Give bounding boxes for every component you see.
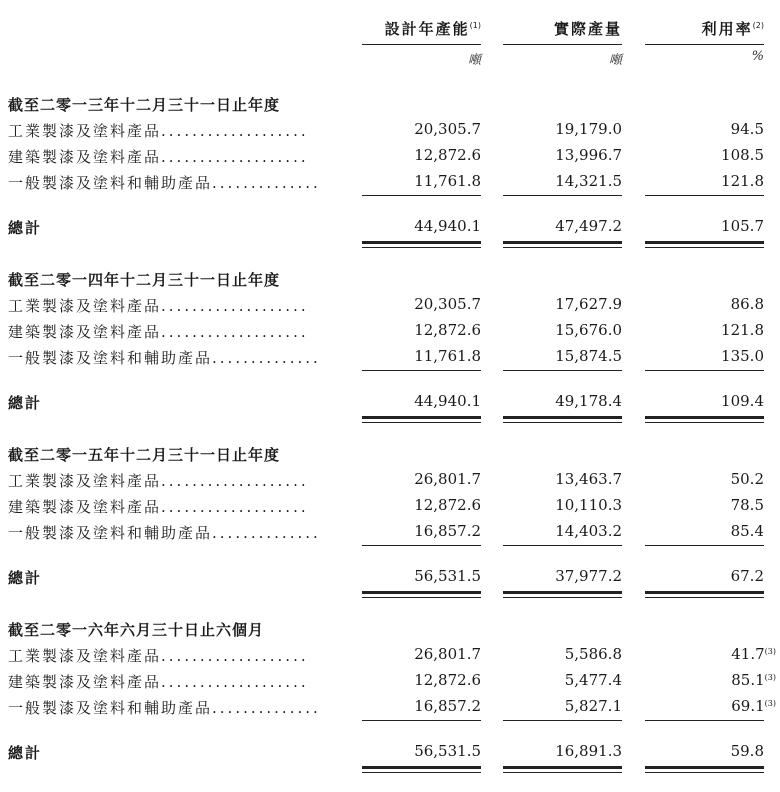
- product-category: 建築製漆及塗料產品: [8, 148, 162, 166]
- cell-value: 16,857.2: [414, 697, 481, 715]
- total-double-rule-top: [362, 416, 481, 419]
- column-header-design-capacity: [362, 18, 481, 44]
- total-double-rule-bottom: [645, 772, 764, 773]
- subtotal-rule: [362, 370, 481, 371]
- dot-leader: ...................: [161, 297, 309, 315]
- dot-leader: ..............: [212, 349, 321, 367]
- product-category: 工業製漆及塗料產品: [8, 647, 162, 665]
- cell-value: 11,761.8: [414, 347, 481, 365]
- total-double-rule-bottom: [645, 247, 764, 248]
- product-category: 建築製漆及塗料產品: [8, 673, 162, 691]
- column-header-label: 實際產量: [553, 20, 622, 38]
- row-label: [8, 295, 358, 316]
- cell-capacity: [362, 120, 481, 138]
- dot-leader: ...................: [161, 498, 309, 516]
- cell-rate: [645, 697, 776, 715]
- row-label: [8, 470, 358, 491]
- cell-value: 17,627.9: [555, 295, 622, 313]
- total-label: 總計: [8, 219, 43, 237]
- cell-value: 12,872.6: [414, 146, 481, 164]
- cell-capacity: [362, 645, 481, 663]
- cell-value: 5,586.8: [564, 645, 622, 663]
- subtotal-rule: [362, 545, 481, 546]
- cell-rate: [645, 522, 764, 540]
- total-double-rule-top: [645, 241, 764, 244]
- subtotal-rule: [503, 545, 622, 546]
- total-output: 16,891.3: [555, 742, 622, 760]
- cell-value: 121.8: [721, 321, 764, 339]
- cell-rate: [645, 671, 776, 689]
- total-double-rule-top: [645, 591, 764, 594]
- cell-value: 10,110.3: [555, 496, 622, 514]
- product-category: 工業製漆及塗料產品: [8, 297, 162, 315]
- cell-value: 135.0: [721, 347, 764, 365]
- cell-value: 12,872.6: [414, 671, 481, 689]
- cell-value: 13,996.7: [555, 146, 622, 164]
- cell-capacity: [362, 496, 481, 514]
- total-double-rule-top: [362, 766, 481, 769]
- cell-value: 26,801.7: [414, 470, 481, 488]
- cell-value: 5,827.1: [564, 697, 622, 715]
- cell-capacity: [362, 172, 481, 190]
- cell-value: 12,872.6: [414, 496, 481, 514]
- total-double-rule-top: [362, 591, 481, 594]
- row-label: [8, 671, 358, 692]
- dot-leader: ..............: [212, 174, 321, 192]
- dot-leader: ...................: [161, 148, 309, 166]
- total-double-rule-bottom: [503, 422, 622, 423]
- cell-value: 20,305.7: [414, 295, 481, 313]
- cell-rate: [645, 347, 764, 365]
- cell-value: 69.1: [731, 697, 765, 715]
- dot-leader: ...................: [161, 472, 309, 490]
- cell-output: [503, 470, 622, 488]
- total-double-rule-bottom: [645, 422, 764, 423]
- cell-value: 50.2: [730, 470, 764, 488]
- total-rate: 105.7: [721, 217, 764, 235]
- cell-capacity: [362, 146, 481, 164]
- cell-output: [503, 697, 622, 715]
- product-category: 建築製漆及塗料產品: [8, 498, 162, 516]
- unit-label: 噸: [467, 53, 481, 68]
- row-label: [8, 172, 358, 193]
- column-header-actual-output: [503, 18, 622, 44]
- cell-value: 26,801.7: [414, 645, 481, 663]
- unit-label: 噸: [608, 53, 622, 68]
- cell-output: [503, 295, 622, 313]
- subtotal-rule: [645, 195, 764, 196]
- cell-value: 19,179.0: [555, 120, 622, 138]
- cell-value: 12,872.6: [414, 321, 481, 339]
- product-category: 工業製漆及塗料產品: [8, 472, 162, 490]
- cell-value: 15,874.5: [555, 347, 622, 365]
- row-label: [8, 146, 358, 167]
- dot-leader: ...................: [161, 673, 309, 691]
- dot-leader: ...................: [161, 122, 309, 140]
- total-double-rule-bottom: [362, 247, 481, 248]
- total-double-rule-bottom: [362, 422, 481, 423]
- total-double-rule-bottom: [503, 597, 622, 598]
- cell-output: [503, 120, 622, 138]
- cell-output: [503, 321, 622, 339]
- section-title: 截至二零一六年六月三十日止六個月: [8, 621, 265, 639]
- product-category: 一般製漆及塗料和輔助產品: [8, 174, 213, 192]
- dot-leader: ..............: [212, 699, 321, 717]
- column-header-utilization-rate: [645, 18, 764, 44]
- cell-capacity: [362, 671, 481, 689]
- total-double-rule-bottom: [503, 247, 622, 248]
- total-label: 總計: [8, 744, 43, 762]
- row-label: [8, 496, 358, 517]
- cell-capacity: [362, 347, 481, 365]
- section-title: 截至二零一五年十二月三十一日止年度: [8, 446, 281, 464]
- section-title: 截至二零一四年十二月三十一日止年度: [8, 271, 281, 289]
- total-double-rule-bottom: [362, 597, 481, 598]
- total-double-rule-top: [645, 766, 764, 769]
- total-double-rule-bottom: [503, 772, 622, 773]
- product-category: 工業製漆及塗料產品: [8, 122, 162, 140]
- cell-value: 85.4: [730, 522, 764, 540]
- cell-rate: [645, 295, 764, 313]
- product-category: 建築製漆及塗料產品: [8, 323, 162, 341]
- row-label: [8, 321, 358, 342]
- row-label: [8, 347, 358, 368]
- total-double-rule-top: [362, 241, 481, 244]
- cell-value: 78.5: [730, 496, 764, 514]
- cell-rate: [645, 321, 764, 339]
- cell-value: 94.5: [730, 120, 764, 138]
- product-category: 一般製漆及塗料和輔助產品: [8, 349, 213, 367]
- total-double-rule-bottom: [362, 772, 481, 773]
- cell-value: 20,305.7: [414, 120, 481, 138]
- total-double-rule-bottom: [645, 597, 764, 598]
- cell-value: 121.8: [721, 172, 764, 190]
- cell-output: [503, 522, 622, 540]
- column-header-label: 設計年產能: [384, 20, 470, 38]
- cell-rate: [645, 496, 764, 514]
- cell-capacity: [362, 295, 481, 313]
- cell-value: 5,477.4: [564, 671, 622, 689]
- cell-rate: [645, 470, 764, 488]
- section-title: 截至二零一三年十二月三十一日止年度: [8, 96, 281, 114]
- cell-output: [503, 172, 622, 190]
- total-rate: 67.2: [730, 567, 764, 585]
- row-label: [8, 120, 358, 141]
- total-double-rule-top: [503, 241, 622, 244]
- footnote-marker: (3): [764, 673, 776, 682]
- total-rate: 59.8: [730, 742, 764, 760]
- cell-value: 15,676.0: [555, 321, 622, 339]
- cell-value: 85.1: [731, 671, 765, 689]
- total-rate: 109.4: [721, 392, 764, 410]
- subtotal-rule: [362, 720, 481, 721]
- total-capacity: 56,531.5: [414, 742, 481, 760]
- cell-capacity: [362, 522, 481, 540]
- cell-rate: [645, 146, 764, 164]
- subtotal-rule: [503, 195, 622, 196]
- total-capacity: 44,940.1: [414, 217, 481, 235]
- subtotal-rule: [362, 195, 481, 196]
- footnote-marker: (3): [764, 699, 776, 708]
- row-label: [8, 697, 358, 718]
- total-capacity: 56,531.5: [414, 567, 481, 585]
- cell-capacity: [362, 470, 481, 488]
- cell-rate: [645, 120, 764, 138]
- row-label: [8, 522, 358, 543]
- cell-rate: [645, 645, 776, 663]
- product-category: 一般製漆及塗料和輔助產品: [8, 699, 213, 717]
- cell-value: 11,761.8: [414, 172, 481, 190]
- total-label: 總計: [8, 569, 43, 587]
- total-double-rule-top: [645, 416, 764, 419]
- cell-value: 16,857.2: [414, 522, 481, 540]
- total-output: 49,178.4: [555, 392, 622, 410]
- header-rule: [645, 44, 764, 45]
- total-double-rule-top: [503, 591, 622, 594]
- total-label: 總計: [8, 394, 43, 412]
- cell-output: [503, 671, 622, 689]
- subtotal-rule: [503, 370, 622, 371]
- total-double-rule-top: [503, 766, 622, 769]
- cell-output: [503, 496, 622, 514]
- row-label: [8, 645, 358, 666]
- subtotal-rule: [645, 370, 764, 371]
- dot-leader: ...................: [161, 647, 309, 665]
- total-output: 37,977.2: [555, 567, 622, 585]
- cell-output: [503, 146, 622, 164]
- cell-value: 86.8: [730, 295, 764, 313]
- cell-value: 14,321.5: [555, 172, 622, 190]
- header-rule: [503, 44, 622, 45]
- cell-value: 108.5: [721, 146, 764, 164]
- subtotal-rule: [645, 545, 764, 546]
- dot-leader: ..............: [212, 524, 321, 542]
- dot-leader: ...................: [161, 323, 309, 341]
- header-rule: [362, 44, 481, 45]
- total-capacity: 44,940.1: [414, 392, 481, 410]
- column-header-label: 利用率: [701, 20, 753, 38]
- subtotal-rule: [645, 720, 764, 721]
- footnote-marker: (2): [752, 21, 764, 30]
- total-double-rule-top: [503, 416, 622, 419]
- subtotal-rule: [503, 720, 622, 721]
- cell-value: 41.7: [731, 645, 765, 663]
- footnote-marker: (1): [469, 21, 481, 30]
- cell-value: 13,463.7: [555, 470, 622, 488]
- cell-output: [503, 347, 622, 365]
- cell-output: [503, 645, 622, 663]
- cell-value: 14,403.2: [555, 522, 622, 540]
- footnote-marker: (3): [764, 647, 776, 656]
- cell-capacity: [362, 321, 481, 339]
- cell-capacity: [362, 697, 481, 715]
- cell-rate: [645, 172, 764, 190]
- unit-label: %: [751, 49, 764, 64]
- total-output: 47,497.2: [555, 217, 622, 235]
- product-category: 一般製漆及塗料和輔助產品: [8, 524, 213, 542]
